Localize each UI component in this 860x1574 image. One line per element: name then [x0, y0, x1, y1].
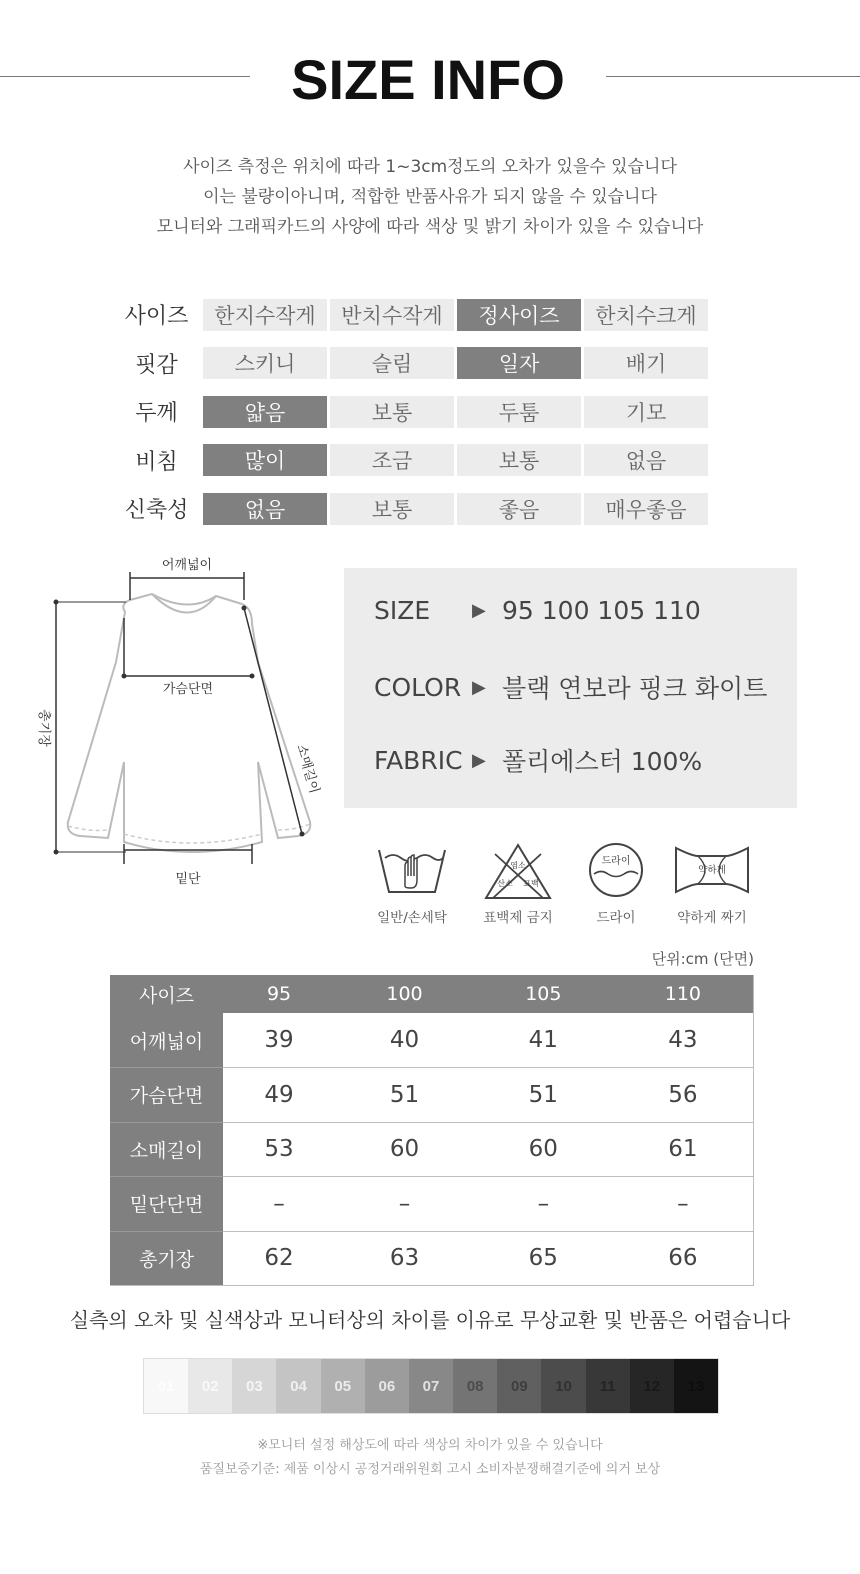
scale-swatch: 11: [586, 1359, 630, 1413]
table-row-label: 소매길이: [110, 1122, 223, 1177]
care-wring: [662, 842, 762, 926]
table-header-size: 105: [474, 975, 613, 1013]
diagram-label-hem: 밑단: [175, 872, 201, 887]
attribute-label: 두께: [135, 401, 178, 426]
table-cell: 49: [223, 1068, 335, 1123]
attribute-row: [110, 492, 712, 525]
bleach-text-top: 염소: [510, 861, 526, 870]
attribute-option: 배기: [584, 347, 708, 379]
attribute-row: [110, 395, 712, 428]
table-row: [110, 1177, 754, 1232]
care-bleach: [468, 842, 568, 926]
size-key: SIZE: [374, 596, 431, 625]
product-info-panel: [344, 568, 797, 808]
attribute-option: 보통: [330, 396, 454, 428]
diagram-label-sleeve: 소매길이: [293, 742, 322, 796]
table-row-label: 밑단단면: [110, 1177, 223, 1232]
title-section: [0, 48, 860, 118]
bleach-label: 표백제 금지: [483, 910, 553, 926]
table-row: [110, 1068, 754, 1123]
diagram-label-chest: 가슴단면: [162, 682, 214, 697]
table-row-label: 어깨넓이: [110, 1013, 223, 1068]
attribute-option: 보통: [457, 444, 581, 476]
hand-wash-icon: [375, 842, 449, 898]
attribute-option: 기모: [584, 396, 708, 428]
table-cell: 51: [335, 1068, 474, 1123]
attribute-option: 조금: [330, 444, 454, 476]
table-header-label: 사이즈: [110, 975, 223, 1013]
garment-diagram: [20, 552, 340, 892]
attribute-option-selected: 일자: [457, 347, 581, 379]
color-key: COLOR: [374, 672, 462, 702]
color-brightness-scale: [143, 1358, 719, 1414]
product-fabric-row: [374, 742, 702, 778]
table-cell: –: [613, 1177, 754, 1232]
scale-swatch: 09: [497, 1359, 541, 1413]
attribute-option: 두툼: [457, 396, 581, 428]
attribute-option: 반치수작게: [330, 299, 454, 331]
attribute-option: 스키니: [203, 347, 327, 379]
table-cell: 40: [335, 1013, 474, 1068]
gentle-wring-icon: [672, 842, 752, 898]
attribute-label: 비침: [135, 449, 178, 475]
table-cell: 62: [223, 1231, 335, 1286]
dry-label: 드라이: [596, 910, 636, 926]
table-cell: –: [223, 1177, 335, 1232]
attribute-option-selected: 얇음: [203, 396, 327, 428]
page-title: SIZE INFO: [291, 48, 565, 111]
diagram-label-shoulder: 어깨넓이: [161, 558, 213, 573]
table-cell: 65: [474, 1231, 613, 1286]
table-cell: 53: [223, 1122, 335, 1177]
scale-swatch: 05: [321, 1359, 365, 1413]
table-header-size: 110: [613, 975, 754, 1013]
attribute-option: 좋음: [457, 493, 581, 525]
attribute-option-selected: 많이: [203, 444, 327, 476]
scale-swatch: 07: [409, 1359, 453, 1413]
attribute-row: [110, 444, 712, 477]
table-row: [110, 1231, 754, 1286]
care-dry: [566, 842, 666, 926]
fabric-key: FABRIC: [374, 745, 463, 775]
table-cell: 61: [613, 1122, 754, 1177]
attribute-option-selected: 정사이즈: [457, 299, 581, 331]
attribute-option: 한지수작게: [203, 299, 327, 331]
table-cell: 41: [474, 1013, 613, 1068]
measurement-notice: [0, 152, 860, 242]
arrow-right-icon: ▶: [472, 600, 486, 621]
product-size-row: [374, 596, 701, 625]
table-header-row: [110, 975, 754, 1013]
color-value: 블랙 연보라 핑크 화이트: [502, 674, 768, 703]
return-disclaimer: 실측의 오차 및 실색상과 모니터상의 차이를 이유로 무상교환 및 반품은 어렵습니다: [69, 1308, 791, 1332]
scale-swatch: 01: [144, 1359, 188, 1413]
bleach-text-right: 표백: [523, 879, 539, 888]
scale-swatch: 08: [453, 1359, 497, 1413]
footer-note: ※모니터 설정 해상도에 따라 색상의 차이가 있을 수 있습니다: [257, 1438, 603, 1453]
table-cell: –: [474, 1177, 613, 1232]
table-cell: 39: [223, 1013, 335, 1068]
table-cell: 60: [335, 1122, 474, 1177]
notice-line: 이는 불량이아니며, 적합한 반품사유가 되지 않을 수 있습니다: [203, 187, 657, 207]
no-bleach-icon: [483, 842, 553, 902]
table-row: [110, 1013, 754, 1068]
unit-label: 단위:cm (단면): [651, 950, 754, 968]
scale-swatch: 06: [365, 1359, 409, 1413]
bleach-text-left: 산소: [497, 879, 513, 888]
table-cell: 66: [613, 1231, 754, 1286]
wring-icon-text: 약하게: [698, 865, 726, 876]
notice-line: 모니터와 그래픽카드의 사양에 따라 색상 및 밝기 차이가 있을 수 있습니다: [156, 217, 704, 237]
care-wash: [362, 842, 462, 926]
fabric-value: 폴리에스터 100%: [502, 747, 703, 776]
arrow-right-icon: ▶: [472, 749, 486, 771]
quality-guarantee-note: 품질보증기준: 제품 이상시 공정거래위원회 고시 소비자분쟁해결기준에 의거 보상: [199, 1462, 661, 1477]
table-row: [110, 1122, 754, 1177]
attribute-row: [110, 347, 712, 380]
attribute-option: 슬림: [330, 347, 454, 379]
scale-swatch: 02: [188, 1359, 232, 1413]
diagram-label-length: 총기장: [36, 709, 51, 747]
wring-label: 약하게 짜기: [677, 910, 747, 926]
attribute-label: 사이즈: [124, 304, 189, 329]
wash-label: 일반/손세탁: [377, 910, 447, 926]
attribute-option: 한치수크게: [584, 299, 708, 331]
product-color-row: [374, 669, 767, 705]
arrow-right-icon: ▶: [472, 676, 486, 698]
table-header-size: 100: [335, 975, 474, 1013]
scale-swatch: 13: [674, 1359, 718, 1413]
attribute-label: 핏감: [135, 352, 178, 378]
attribute-label: 신축성: [124, 498, 189, 523]
scale-swatch: 04: [276, 1359, 320, 1413]
attribute-option: 보통: [330, 493, 454, 525]
attribute-option: 없음: [584, 444, 708, 476]
table-cell: 60: [474, 1122, 613, 1177]
table-row-label: 가슴단면: [110, 1068, 223, 1123]
size-value: 95 100 105 110: [502, 596, 701, 625]
notice-line: 사이즈 측정은 위치에 따라 1~3cm정도의 오차가 있을수 있습니다: [183, 157, 677, 177]
attribute-option: 매우좋음: [584, 493, 708, 525]
sweater-outline-icon: [20, 552, 340, 892]
title-divider-left: [0, 76, 250, 77]
fit-attributes: [110, 298, 712, 541]
table-header-size: 95: [223, 975, 335, 1013]
table-cell: –: [335, 1177, 474, 1232]
title-divider-right: [606, 76, 860, 77]
care-instructions: [362, 842, 782, 932]
table-cell: 43: [613, 1013, 754, 1068]
dry-clean-icon: [586, 842, 646, 898]
size-table: [110, 975, 754, 1286]
table-cell: 63: [335, 1231, 474, 1286]
scale-swatch: 10: [541, 1359, 585, 1413]
table-cell: 51: [474, 1068, 613, 1123]
attribute-option-selected: 없음: [203, 493, 327, 525]
scale-swatch: 03: [232, 1359, 276, 1413]
scale-swatch: 12: [630, 1359, 674, 1413]
dry-icon-text: 드라이: [601, 856, 631, 867]
table-row-label: 총기장: [110, 1231, 223, 1286]
attribute-row: [110, 298, 712, 331]
table-cell: 56: [613, 1068, 754, 1123]
